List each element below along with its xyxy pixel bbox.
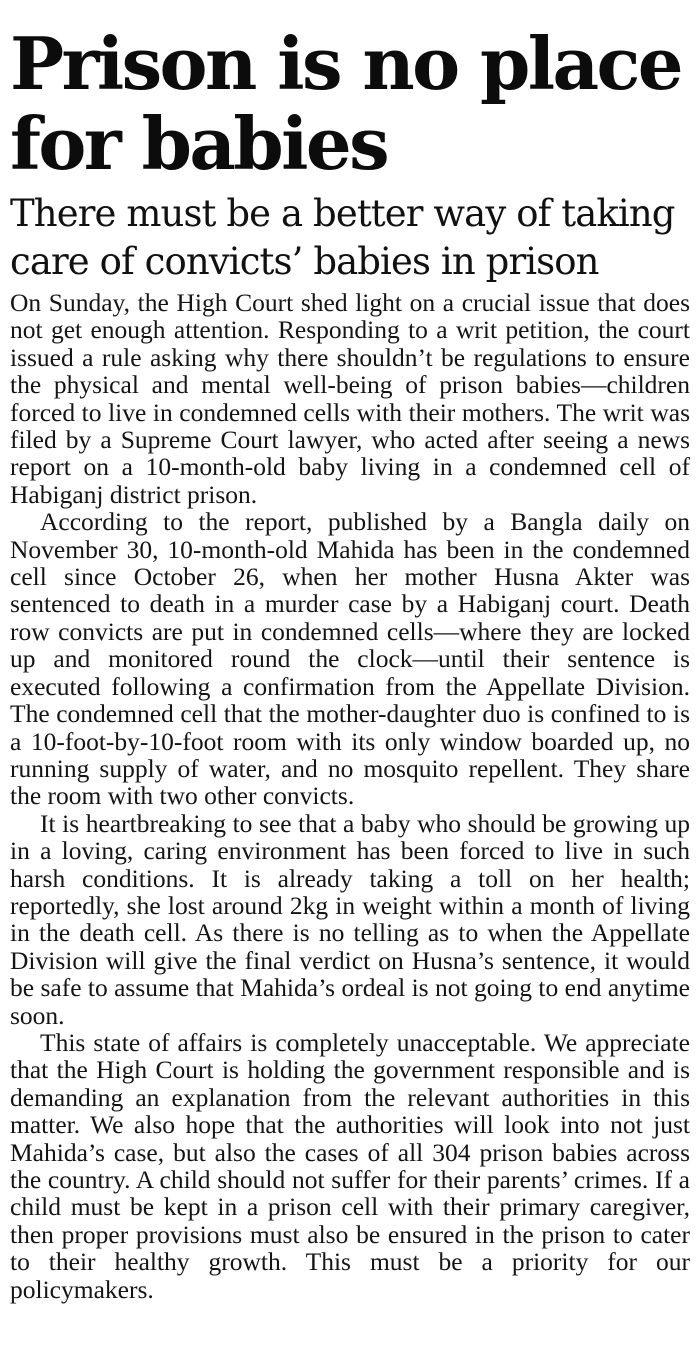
subheadline: There must be a better way of taking care of convicts’ babies in prison [10, 192, 675, 283]
headline: Prison is no place for babies [10, 21, 681, 186]
paragraph-4: This state of affairs is completely unacceptable. We appreciate that the High Court is holding the government responsible and is demanding an explanation from the relevant authorities in this matter. We also hope that the authorities will look into not just Mahida’s case, but also the cases of all 304 prison babies across the country. A child should not suffer for their parents’ crimes. If a child must be kept in a prison cell with their primary caregiver, then proper provisions must also be ensured in the prison to cater to their healthy growth. This must be a priority for our policymakers. [10, 1027, 690, 1304]
paragraph-2: According to the report, published by a Bangla daily on November 30, 10-month-old Mahida has been in the condemned cell since October 26, when her mother Husna Akter was sentenced to death in a murder case by a Habiganj court. Death row convicts are put in condemned cells—where they are locked up and monitored round the clock—until their sentence is executed following a confirmation from the Appellate Division. The condemned cell that the mother-daughter duo is confined to is a 10-foot-by-10-foot room with its only window boarded up, no running supply of water, and no mosquito repellent. They share the room with two other convicts. [10, 507, 690, 811]
paragraph-3: It is heartbreaking to see that a baby who should be growing up in a loving, caring environment has been forced to live in such harsh conditions. It is already taking a toll on her health; reportedly, she lost around 2kg in weight within a month of living in the death cell. As there is no telling as to when the Appellate Division will give the final verdict on Husna’s sentence, it would be safe to assume that Mahida’s ordeal is not going to end anytime soon. [10, 808, 690, 1030]
paragraph-1: On Sunday, the High Court shed light on a crucial issue that does not get enough attention. Responding to a writ petition, the court issued a rule asking why there shouldn’t be regulations to ensure the physical and mental well-being of prison babies—children forced to live in condemned cells with their mothers. The writ was filed by a Supreme Court lawyer, who acted after seeing a news report on a 10-month-old baby living in a condemned cell of Habiganj district prison. [10, 288, 690, 509]
article-body [10, 289, 690, 1303]
editorial-article [10, 21, 690, 1304]
